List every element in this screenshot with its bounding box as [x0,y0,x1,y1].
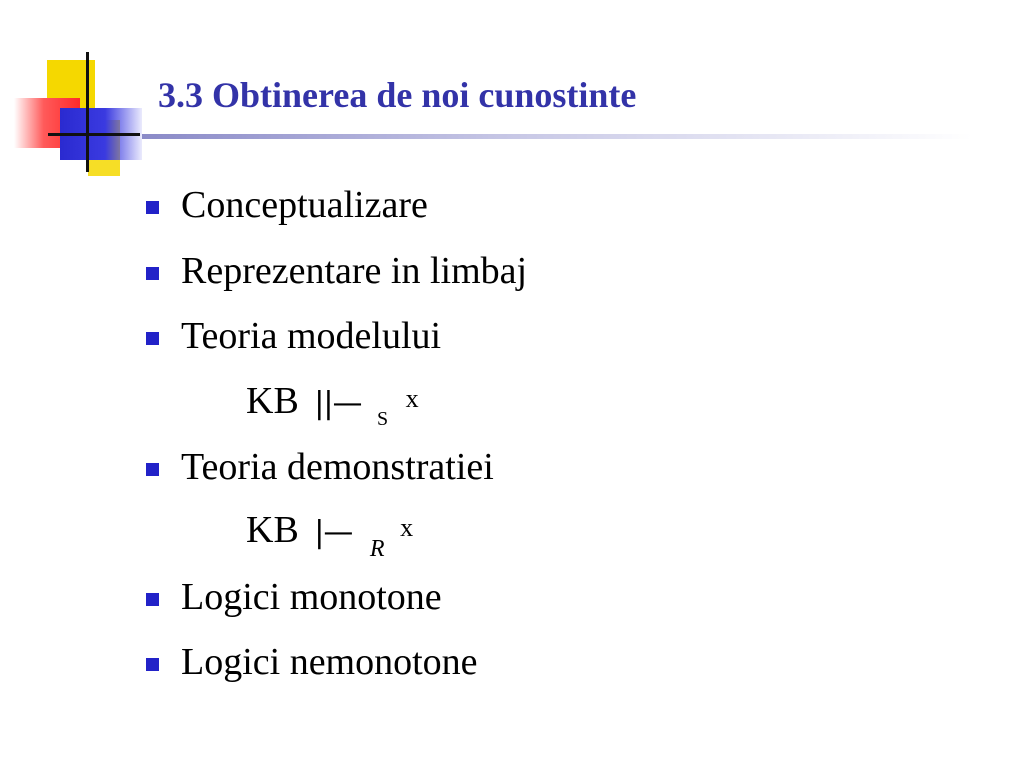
double-turnstile-symbol: ||— [314,386,362,421]
square-bullet-icon [146,463,159,476]
formula-rhs: x [400,513,414,542]
formula-rhs: x [405,384,419,413]
list-item-text: Conceptualizare [181,184,428,226]
list-item-text: Teoria modelului [181,315,442,357]
formula-subscript: R [369,536,385,562]
square-bullet-icon [146,201,159,214]
list-item-text: Reprezentare in limbaj [181,250,528,292]
list-item-text: Logici nemonotone [181,641,478,683]
formula-subscript: S [377,408,389,430]
square-bullet-icon [146,593,159,606]
square-bullet-icon [146,658,159,671]
square-bullet-icon [146,267,159,280]
formula-lhs: KB [246,380,299,422]
formula-lhs: KB [246,509,299,551]
square-bullet-icon [146,332,159,345]
slide-title: 3.3 Obtinerea de noi cunostinte [158,75,637,115]
formula-proof-derivation [246,511,413,561]
list-item-text: Teoria demonstratiei [181,446,494,488]
list-item-text: Logici monotone [181,576,442,618]
formula-model-entailment [246,382,419,429]
turnstile-symbol: |— [314,515,353,550]
